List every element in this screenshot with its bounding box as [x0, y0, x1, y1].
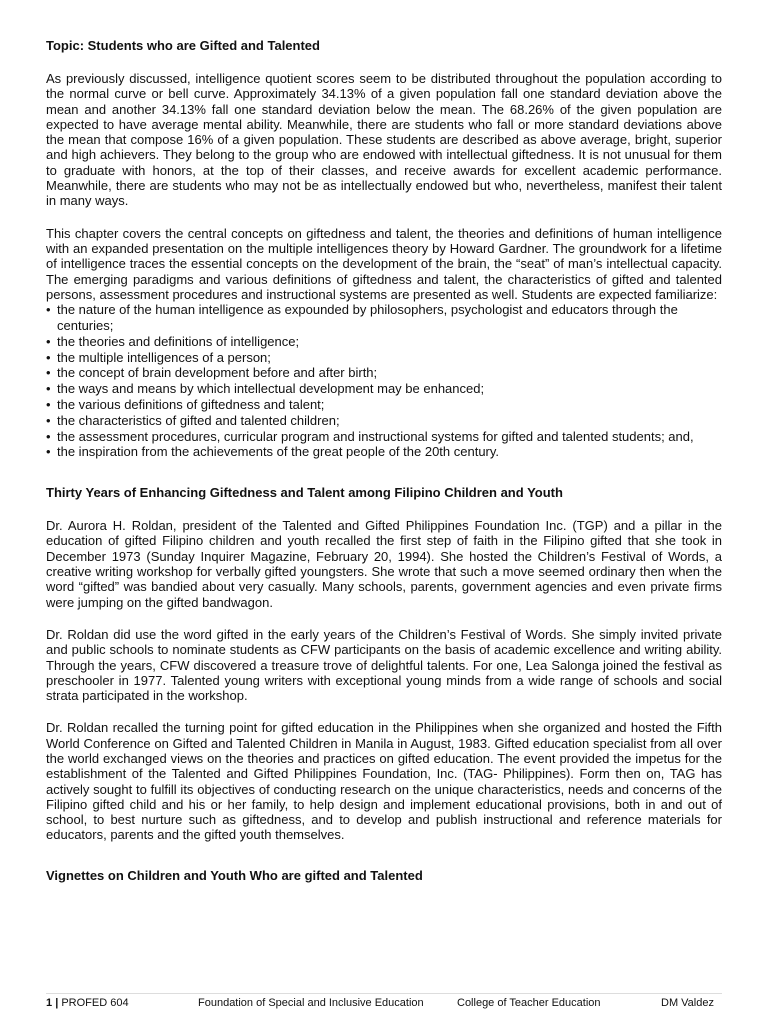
section-title-vignettes: Vignettes on Children and Youth Who are gifted and Talented: [46, 867, 423, 883]
paragraph-chapter-overview: This chapter covers the central concepts on giftedness and talent, the theories and definitions of human intelligence with an expanded presentation on the multiple intelligences theory by Howard Gardner. The groundwork for a lifetime of intelligence traces the essential concepts on the development of the brain, the “seat” of man’s intellectual capacity. The emerging paradigms and various definitions of giftedness and talent, the characteristics of gifted and talented persons, assessment procedures and instructional systems are presented as well. Students are expected familiarize:: [46, 225, 722, 302]
bullet-icon: •: [46, 365, 51, 381]
paragraph-world-conference: Dr. Roldan recalled the turning point for gifted education in the Philippines when she organized and hosted the Fifth World Conference on Gifted and Talented Children in Manila in August, 1983. Gifted education specialist from all over the world exchanged views on the theories and practices on gifted education. The event provided the impetus for the establishment of the Talented and Gifted Philippines Foundation, Inc. (TAG- Philippines). Form then on, TAG has actively sought to fulfill its objectives of conducting research on the unique characteristics, needs and concerns of the Filipino gifted child and his or her family, to help design and implement educational provisions, both in and out of school, to best nurture such as giftedness, and to develop and publish instructional and reference materials for educators, parents and the gifted youth themselves.: [46, 720, 722, 843]
footer-author: DM Valdez: [661, 997, 714, 1009]
paragraph-cfw-talents: Dr. Roldan did use the word gifted in the early years of the Children’s Festival of Words. She simply invited private and public schools to nominate students as CFW participants on the basis of academic excellence and writing ability. Through the years, CFW discovered a treasure trove of delightful talents. For one, Lea Salonga joined the festival as preschooler in 1977. Talented young writers with exceptional young minds from a wide range of schools and social strata participated in the workshop.: [46, 626, 722, 704]
list-item: • the theories and definitions of intelligence;: [46, 333, 300, 349]
document-page: [46, 38, 722, 884]
bullet-icon: •: [46, 412, 51, 428]
list-item: • the multiple intelligences of a person;: [46, 349, 271, 365]
bullet-icon: •: [46, 444, 51, 460]
section-title-gifted-talented: Topic: Students who are Gifted and Talented: [46, 38, 320, 53]
list-item: • the characteristics of gifted and talented children;: [46, 412, 340, 428]
section-title-thirty-years: Thirty Years of Enhancing Giftedness and Talent among Filipino Children and Youth: [46, 485, 563, 501]
paragraph-roldan-festival: Dr. Aurora H. Roldan, president of the Talented and Gifted Philippines Foundation Inc. (TGP) and a pillar in the education of gifted Filipino children and youth recalled the first step of faith in the Filipino gifted that she took in December 1973 (Sunday Inquirer Magazine, February 20, 1994). She hosted the Children’s Festival of Words, a creative writing workshop for verbally gifted youngsters. She wrote that such a move seemed ordinary then when the word “gifted” was bandied about very casually. Many schools, parents, government agencies and even private firms were jumping on the gifted bandwagon.: [46, 518, 722, 610]
footer-college: College of Teacher Education: [457, 997, 601, 1009]
footer-page-number: 1 | PROFED 604: [46, 997, 129, 1009]
bullet-icon: •: [46, 333, 51, 349]
list-item: • the nature of the human intelligence as expounded by philosophers, psychologist and educators through the centuries;: [46, 302, 678, 333]
list-item: • the inspiration from the achievements of the great people of the 20th century.: [46, 444, 500, 460]
footer-subject: Foundation of Special and Inclusive Education: [198, 997, 424, 1009]
bullet-icon: •: [46, 381, 51, 397]
bullet-icon: •: [46, 428, 51, 444]
bullet-icon: •: [46, 396, 51, 412]
bullet-icon: •: [46, 349, 51, 365]
list-item: • the various definitions of giftedness and talent;: [46, 396, 325, 412]
bullet-icon: •: [46, 302, 51, 318]
list-item: • the concept of brain development before and after birth;: [46, 365, 378, 381]
page-footer: [46, 993, 722, 1014]
objectives-list: [46, 302, 722, 460]
list-item: • the ways and means by which intellectual development may be enhanced;: [46, 381, 485, 397]
paragraph-intelligence-distribution: As previously discussed, intelligence quotient scores seem to be distributed throughout the population according to the normal curve or bell curve. Approximately 34.13% of a given population fall one standard deviation above the mean and another 34.13% fall one standard deviation below the mean. The 68.26% of the given population are expected to have average mental ability. Meanwhile, there are students who fall or more standard deviations above the mean that compose 16% of a given population. These students are described as above average, bright, superior and high achievers. They belong to the group who are endowed with intellectual giftedness. It is not unusual for them to graduate with honors, at the top of their classes, and receive awards for excellent academic performance. Meanwhile, there are students who may not be as intellectually endowed but who, nevertheless, manifest their talent in many ways.: [46, 71, 722, 209]
list-item: • the assessment procedures, curricular program and instructional systems for gifted and talented students; and,: [46, 428, 694, 444]
